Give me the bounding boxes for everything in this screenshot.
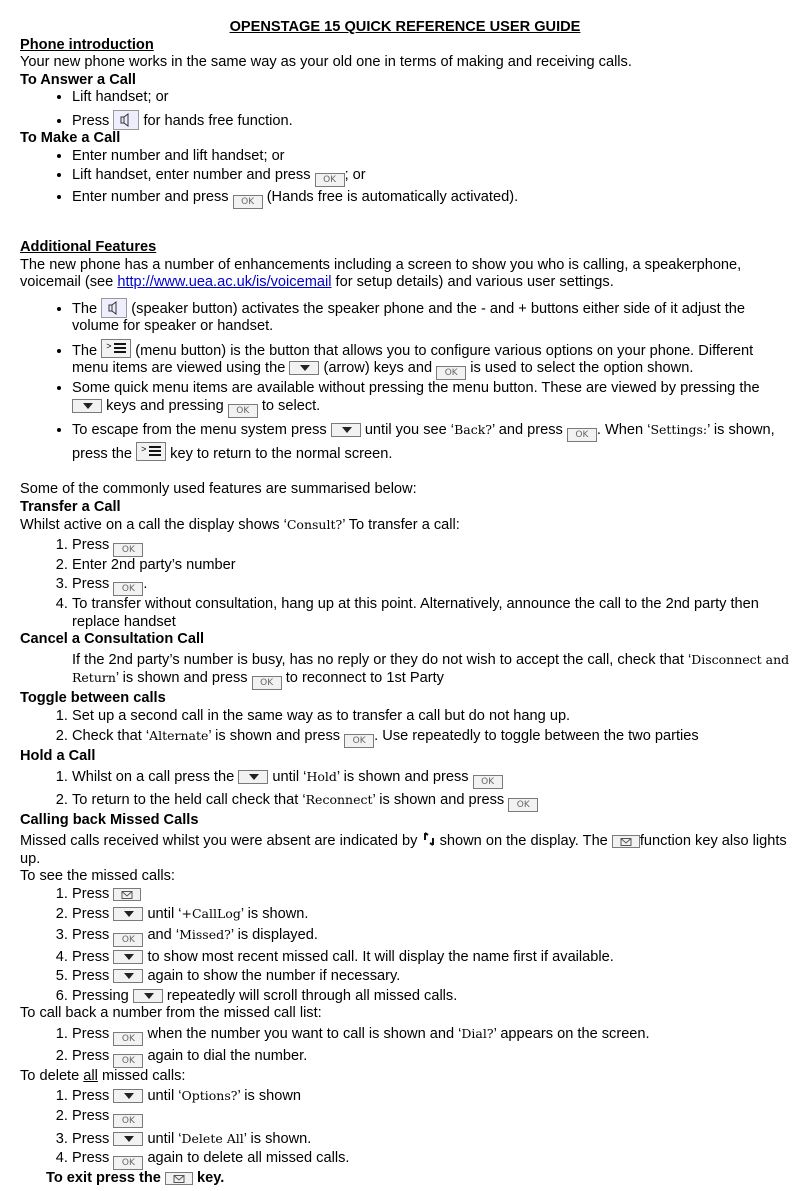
text: Press bbox=[72, 1130, 110, 1147]
list-item bbox=[72, 949, 790, 967]
hold-heading: Hold a Call bbox=[20, 748, 96, 764]
hold-steps bbox=[20, 768, 790, 812]
ok-key-icon: OK bbox=[315, 173, 345, 187]
text: ’ is shown and press bbox=[115, 670, 248, 686]
missed-see: To see the missed calls: bbox=[20, 868, 175, 884]
text: ’ is displayed. bbox=[230, 926, 318, 943]
make-list bbox=[20, 148, 790, 210]
transfer-steps bbox=[20, 537, 790, 632]
text: ’ appears on the screen. bbox=[493, 1025, 650, 1042]
speaker-key-icon bbox=[101, 298, 127, 318]
text: until ‘ bbox=[147, 1088, 182, 1104]
mailbox-key-icon bbox=[113, 888, 141, 901]
list-item bbox=[72, 926, 790, 947]
text: Enter number and press bbox=[72, 189, 229, 205]
text: until ‘ bbox=[147, 906, 182, 922]
ok-key-icon: OK bbox=[473, 775, 503, 789]
speaker-key-icon bbox=[113, 110, 139, 130]
list-item bbox=[72, 1087, 790, 1106]
text: when the number you want to call is shown and ‘ bbox=[147, 1025, 462, 1042]
answer-heading: To Answer a Call bbox=[20, 71, 136, 88]
text: function key also lights up. bbox=[20, 833, 787, 867]
text: (Hands free is automatically activated). bbox=[266, 189, 519, 205]
text: Press bbox=[72, 1025, 110, 1042]
text: Whilst on a call press the bbox=[72, 768, 235, 785]
text: ’ is shown and press bbox=[208, 728, 341, 744]
text: . bbox=[143, 576, 148, 592]
list-item bbox=[72, 189, 790, 209]
text: until you see ‘ bbox=[364, 421, 455, 438]
intro-text: Your new phone works in the same way as your old one in terms of making and receiving calls. bbox=[20, 54, 632, 70]
down-arrow-key-icon bbox=[113, 969, 143, 983]
list-item bbox=[72, 576, 790, 596]
ok-key-icon: OK bbox=[113, 543, 143, 557]
intro-heading: Phone introduction bbox=[20, 36, 154, 53]
exit-instruction bbox=[20, 1170, 790, 1188]
text: ’ is shown bbox=[237, 1088, 302, 1104]
menu-key-icon: > bbox=[101, 339, 131, 358]
text: ’ is shown. bbox=[243, 1130, 312, 1147]
missed-delete bbox=[20, 1068, 790, 1086]
list-item bbox=[72, 421, 790, 464]
text: ; or bbox=[344, 167, 366, 183]
list-item bbox=[72, 708, 790, 726]
menu-key-icon: > bbox=[136, 442, 166, 461]
list-item bbox=[72, 110, 790, 131]
document-page bbox=[20, 19, 790, 1188]
text: Press bbox=[72, 885, 110, 902]
text: Press bbox=[72, 906, 110, 922]
text: Press bbox=[72, 1088, 110, 1104]
list-item bbox=[72, 380, 790, 418]
cancel-heading: Cancel a Consultation Call bbox=[20, 631, 205, 647]
list-item bbox=[72, 1150, 790, 1170]
text: Press bbox=[72, 1150, 110, 1166]
text: Whilst active on a call the display shows ‘ bbox=[20, 517, 287, 533]
down-arrow-key-icon bbox=[113, 907, 143, 921]
text: to select. bbox=[261, 397, 321, 414]
list-item bbox=[72, 339, 790, 381]
list-item bbox=[72, 886, 790, 904]
text: for setup details) and various user settings. bbox=[331, 274, 614, 290]
ok-key-icon: OK bbox=[508, 798, 538, 812]
missed-callback-steps bbox=[20, 1025, 790, 1068]
list-item bbox=[72, 148, 790, 166]
list-item bbox=[72, 1108, 790, 1128]
transfer-text bbox=[20, 516, 790, 535]
text: Enter number and lift handset; or bbox=[72, 147, 285, 164]
answer-list bbox=[20, 89, 790, 130]
ok-key-icon: OK bbox=[567, 428, 597, 442]
cancel-text bbox=[20, 651, 790, 691]
list-item bbox=[72, 557, 790, 575]
display-text: Reconnect bbox=[305, 791, 373, 807]
text: The bbox=[72, 342, 98, 359]
list-item bbox=[72, 1048, 790, 1068]
text: Press bbox=[72, 112, 110, 129]
text: To escape from the menu system press bbox=[72, 421, 327, 438]
text: ’ is shown, press the bbox=[72, 421, 775, 462]
text: Press bbox=[72, 576, 110, 592]
missed-heading: Calling back Missed Calls bbox=[20, 811, 199, 828]
ok-key-icon: OK bbox=[344, 734, 374, 748]
mailbox-key-icon bbox=[165, 1172, 193, 1185]
text: To exit press the bbox=[46, 1170, 161, 1186]
additional-heading: Additional Features bbox=[20, 239, 157, 255]
text: and ‘ bbox=[147, 926, 180, 943]
text: ’ is shown and press bbox=[372, 791, 505, 808]
ok-key-icon: OK bbox=[436, 366, 466, 380]
display-text: Alternate bbox=[149, 728, 209, 743]
text: Enter 2nd party’s number bbox=[72, 556, 236, 573]
down-arrow-key-icon bbox=[289, 361, 319, 375]
list-item bbox=[72, 968, 790, 986]
text: Press bbox=[72, 1107, 110, 1124]
text: The new phone has a number of enhancements including a screen to show you who is calling, a speakerphone, voicemail (see bbox=[20, 256, 742, 290]
display-text: Settings: bbox=[650, 421, 708, 437]
additional-text bbox=[20, 257, 790, 292]
down-arrow-key-icon bbox=[113, 1089, 143, 1103]
list-item bbox=[72, 988, 790, 1006]
text: Lift handset, enter number and press bbox=[72, 167, 311, 183]
list-item bbox=[72, 791, 790, 812]
down-arrow-key-icon bbox=[113, 1132, 143, 1146]
text: until ‘ bbox=[272, 768, 307, 785]
ok-key-icon: OK bbox=[113, 1032, 143, 1046]
display-text: Missed? bbox=[179, 926, 231, 942]
text: ’ is shown. bbox=[240, 906, 309, 922]
document-title: OPENSTAGE 15 QUICK REFERENCE USER GUIDE bbox=[229, 19, 581, 35]
text: (menu button) is the button that allows you to configure various options on your phone. Different menu items are viewed using the bbox=[72, 342, 754, 376]
list-item bbox=[72, 768, 790, 789]
toggle-steps bbox=[20, 708, 790, 749]
text: To delete bbox=[20, 1067, 84, 1084]
display-text: Delete All bbox=[181, 1130, 244, 1146]
text: To return to the held call check that ‘ bbox=[72, 791, 306, 808]
text: again to dial the number. bbox=[147, 1047, 308, 1064]
text: If the 2nd party’s number is busy, has no reply or they do not wish to accept the call, check that ‘ bbox=[72, 651, 692, 668]
down-arrow-key-icon bbox=[113, 950, 143, 964]
additional-list bbox=[20, 298, 790, 464]
text: until ‘ bbox=[147, 1130, 182, 1147]
text: Press bbox=[72, 968, 110, 984]
text: To transfer without consultation, hang up at this point. Alternatively, announce the call to the 2nd party then replace handset bbox=[72, 596, 759, 630]
ok-key-icon: OK bbox=[113, 582, 143, 596]
text: (arrow) keys and bbox=[323, 360, 433, 376]
text: again to show the number if necessary. bbox=[147, 968, 401, 984]
missed-see-steps bbox=[20, 886, 790, 1006]
list-item bbox=[72, 596, 790, 631]
down-arrow-key-icon bbox=[331, 423, 361, 437]
text: Press bbox=[72, 536, 110, 553]
list-item bbox=[72, 167, 790, 187]
text: all bbox=[83, 1067, 98, 1084]
display-text: Options? bbox=[181, 1088, 238, 1103]
display-text: Hold bbox=[306, 768, 337, 784]
text: . Use repeatedly to toggle between the two parties bbox=[374, 728, 699, 744]
list-item bbox=[72, 537, 790, 557]
display-text: Disconnect and Return bbox=[72, 651, 790, 685]
text: Set up a second call in the same way as to transfer a call but do not hang up. bbox=[72, 707, 571, 724]
transfer-heading: Transfer a Call bbox=[20, 498, 121, 515]
text: to show most recent missed call. It will display the name first if available. bbox=[147, 948, 614, 965]
text: shown on the display. The bbox=[439, 833, 608, 849]
display-text: Consult? bbox=[286, 517, 343, 532]
text: repeatedly will scroll through all missed calls. bbox=[166, 987, 458, 1004]
text: . When ‘ bbox=[596, 421, 651, 438]
text: Check that ‘ bbox=[72, 728, 150, 744]
text: key to return to the normal screen. bbox=[170, 445, 393, 462]
display-text: +CallLog bbox=[181, 906, 241, 921]
text: keys and pressing bbox=[106, 397, 224, 414]
down-arrow-key-icon bbox=[238, 770, 268, 784]
down-arrow-key-icon bbox=[133, 989, 163, 1003]
ok-key-icon: OK bbox=[233, 195, 263, 209]
text: missed calls: bbox=[97, 1067, 186, 1084]
text: Missed calls received whilst you were absent are indicated by bbox=[20, 833, 418, 849]
ok-key-icon: OK bbox=[113, 1054, 143, 1068]
text: ’ is shown and press bbox=[336, 768, 469, 785]
text: for hands free function. bbox=[143, 112, 293, 129]
text: (speaker button) activates the speaker phone and the - and + buttons either side of it adjust the volume for speaker or handset. bbox=[72, 300, 746, 334]
text: ’ and press bbox=[491, 421, 563, 438]
text: Press bbox=[72, 1047, 110, 1064]
down-arrow-key-icon bbox=[72, 399, 102, 413]
missed-call-icon bbox=[422, 831, 436, 847]
voicemail-link[interactable]: http://www.uea.ac.uk/is/voicemail bbox=[117, 274, 332, 290]
ok-key-icon: OK bbox=[113, 1114, 143, 1128]
text: again to delete all missed calls. bbox=[147, 1150, 350, 1166]
missed-delete-steps bbox=[20, 1087, 790, 1170]
make-heading: To Make a Call bbox=[20, 130, 121, 146]
list-item bbox=[72, 727, 790, 748]
text: The bbox=[72, 300, 98, 317]
text: key. bbox=[197, 1170, 225, 1186]
toggle-heading: Toggle between calls bbox=[20, 690, 166, 706]
ok-key-icon: OK bbox=[113, 933, 143, 947]
list-item bbox=[72, 89, 790, 107]
spacer bbox=[20, 209, 790, 231]
list-item bbox=[72, 298, 790, 336]
text: Pressing bbox=[72, 987, 129, 1004]
summary-text: Some of the commonly used features are summarised below: bbox=[20, 481, 417, 497]
list-item bbox=[72, 905, 790, 924]
list-item bbox=[72, 1025, 790, 1046]
missed-text bbox=[20, 831, 790, 868]
text: ’ To transfer a call: bbox=[342, 517, 460, 533]
missed-callback: To call back a number from the missed call list: bbox=[20, 1005, 322, 1021]
text: Some quick menu items are available without pressing the menu button. These are viewed by pressing the bbox=[72, 380, 760, 396]
list-item bbox=[72, 1130, 790, 1149]
text: Press bbox=[72, 926, 110, 943]
ok-key-icon: OK bbox=[113, 1156, 143, 1170]
text: to reconnect to 1st Party bbox=[285, 670, 444, 686]
display-text: Back? bbox=[454, 421, 492, 437]
text: is used to select the option shown. bbox=[470, 360, 694, 376]
mailbox-key-icon bbox=[612, 835, 640, 848]
text: Press bbox=[72, 948, 110, 965]
ok-key-icon: OK bbox=[228, 404, 258, 418]
text: Lift handset; or bbox=[72, 89, 169, 105]
display-text: Dial? bbox=[461, 1025, 494, 1041]
ok-key-icon: OK bbox=[252, 676, 282, 690]
